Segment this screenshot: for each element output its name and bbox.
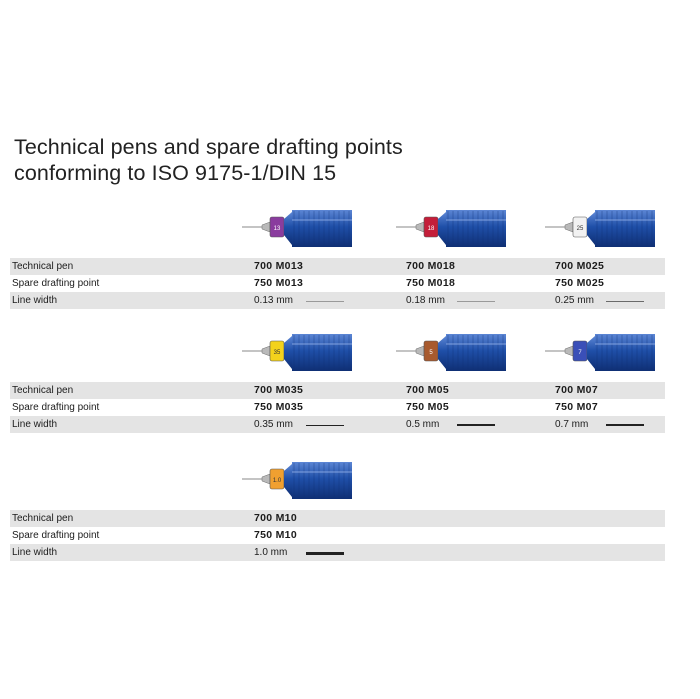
pen-ring-label: 5 [429,350,433,356]
pen-taper [587,336,595,369]
line-width-sample [457,301,495,302]
pen-taper [284,212,292,245]
spec-rows [10,382,665,433]
pen-taper [587,212,595,245]
pen-nib-cone [262,346,270,356]
row-label: Spare drafting point [12,402,100,413]
line-width-sample [606,301,644,302]
spare-code: 750 M05 [406,401,449,413]
technical-pen-illustration [545,324,655,382]
pen-barrel [595,210,655,247]
line-width-value: 1.0 mm [254,547,288,558]
pen-code: 700 M10 [254,512,297,524]
title-line-2: conforming to ISO 9175-1/DIN 15 [14,161,337,185]
spare-code: 750 M07 [555,401,598,413]
line-width-value: 0.18 mm [406,295,445,306]
pen-ring-label: 25 [576,226,584,232]
pen-barrel [446,210,506,247]
pen-group [10,200,665,309]
pen-code: 700 M07 [555,384,598,396]
line-width-row [10,544,665,561]
spare-code: 750 M025 [555,277,605,289]
line-width-value: 0.25 mm [555,295,594,306]
title-line-1: Technical pens and spare drafting points [14,135,403,159]
pen-nib-cone [416,346,424,356]
row-label: Technical pen [12,261,74,272]
spare-code: 750 M013 [254,277,304,289]
pen-code: 700 M035 [254,384,304,396]
pen-images [10,200,665,258]
pen-taper [438,212,446,245]
pen-ring-label: 18 [427,226,435,232]
spare-code: 750 M018 [406,277,456,289]
pen-code: 700 M013 [254,260,304,272]
pen-nib-cone [262,474,270,484]
spare-point-row [10,275,665,292]
pen-image [242,324,352,382]
pen-ring-label: 7 [578,350,582,356]
technical-pen-illustration [242,452,352,510]
spec-rows [10,258,665,309]
pen-ring-label: 1.0 [272,478,282,484]
spare-point-row [10,399,665,416]
pen-ring-label: 13 [273,226,281,232]
row-label: Line width [12,419,58,430]
line-width-sample [306,301,344,302]
row-label: Technical pen [12,385,74,396]
pen-image [545,324,655,382]
technical-pen-illustration [545,200,655,258]
technical-pen-row [10,510,665,527]
spare-code: 750 M035 [254,401,304,413]
row-label: Spare drafting point [12,530,100,541]
line-width-row [10,416,665,433]
line-width-value: 0.5 mm [406,419,440,430]
pen-image [242,452,352,510]
spare-point-row [10,527,665,544]
line-width-sample [306,552,344,555]
pen-nib-cone [262,222,270,232]
line-width-value: 0.7 mm [555,419,589,430]
row-label: Line width [12,295,58,306]
spare-code: 750 M10 [254,529,297,541]
pen-image [396,200,506,258]
pen-taper [438,336,446,369]
pen-image [396,324,506,382]
pen-code: 700 M05 [406,384,449,396]
line-width-sample [606,424,644,426]
technical-pen-illustration [242,200,352,258]
pen-nib-cone [416,222,424,232]
technical-pen-illustration [396,324,506,382]
technical-pen-illustration [396,200,506,258]
pen-image [242,200,352,258]
pen-barrel [595,334,655,371]
spec-rows [10,510,665,561]
pen-code: 700 M018 [406,260,456,272]
pen-images [10,452,665,510]
pen-images [10,324,665,382]
line-width-value: 0.13 mm [254,295,293,306]
pen-barrel [292,210,352,247]
line-width-sample [306,425,344,426]
row-label: Spare drafting point [12,278,100,289]
pen-barrel [446,334,506,371]
pen-barrel [292,462,352,499]
pen-nib-cone [565,222,573,232]
pen-ring-label: 35 [273,350,281,356]
line-width-value: 0.35 mm [254,419,293,430]
pen-nib-cone [565,346,573,356]
pen-taper [284,336,292,369]
line-width-row [10,292,665,309]
technical-pen-illustration [242,324,352,382]
technical-pen-row [10,258,665,275]
row-label: Line width [12,547,58,558]
pen-taper [284,464,292,497]
pen-code: 700 M025 [555,260,605,272]
pen-group [10,324,665,433]
line-width-sample [457,424,495,426]
page-title [14,134,654,186]
pen-barrel [292,334,352,371]
pen-group [10,452,665,561]
pen-image [545,200,655,258]
row-label: Technical pen [12,513,74,524]
technical-pen-row [10,382,665,399]
